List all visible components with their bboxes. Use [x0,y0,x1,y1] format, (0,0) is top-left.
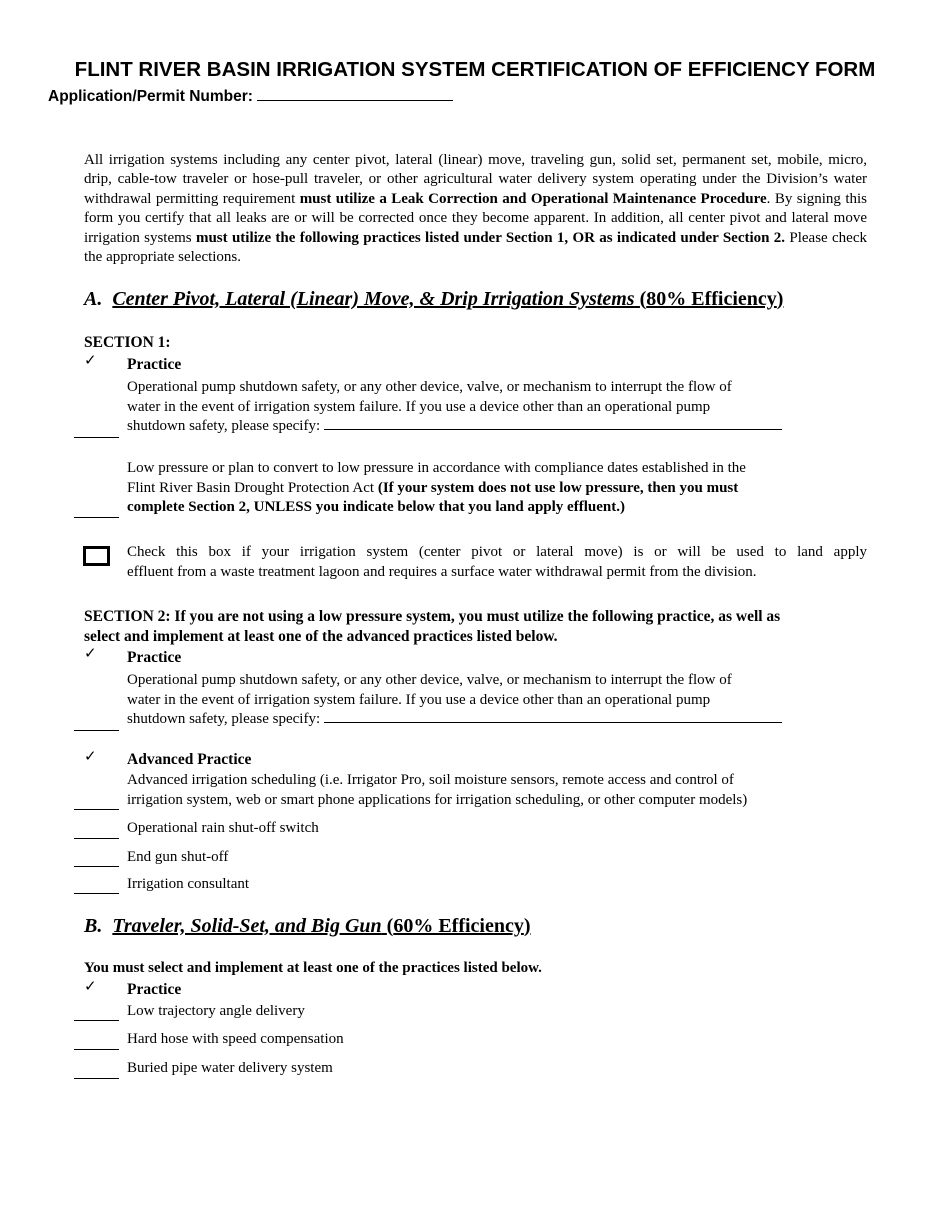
section-a-title: Center Pivot, Lateral (Linear) Move, & Drip Irrigation Systems [112,288,635,310]
advanced-item-scheduling: Advanced irrigation scheduling (i.e. Irrigator Pro, soil moisture sensors, remote access and control of irrigation system, web or smart phone applications for irrigation scheduling, or other computer models) [127,772,748,808]
form-title: FLINT RIVER BASIN IRRIGATION SYSTEM CERTIFICATION OF EFFICIENCY FORM [74,58,876,81]
advanced-item-scheduling-checkline[interactable] [74,809,119,810]
section-b-practice-label: Practice [127,981,182,998]
section-b-item-low-trajectory: Low trajectory angle delivery [127,1003,305,1019]
section-b-efficiency: 60% Efficiency [393,915,524,937]
check-mark-icon: ✓ [84,979,97,995]
advanced-item-consultant: Irrigation consultant [127,876,250,892]
section-1-item-1: Operational pump shutdown safety, or any other device, valve, or mechanism to interrupt the flow of water in the event of irrigation system failure. If you use a device other than an operational pump shutdown safety, please specify: [127,378,782,437]
permit-number-field [48,88,453,106]
check-mark-icon: ✓ [84,749,97,765]
section-b-instruction: You must select and implement at least one of the practices listed below. [84,960,542,976]
advanced-item-consultant-checkline[interactable] [74,893,119,894]
section-b-heading: B. Traveler, Solid-Set, and Big Gun (60% Efficiency) [84,915,531,937]
permit-number-label: Application/Permit Number: [48,88,253,105]
intro-bold-2: must utilize the following practices listed under Section 1, OR as indicated under Section 2. [195,229,786,246]
section-1-practice-label: Practice [127,356,182,373]
section-b-item-low-trajectory-checkline[interactable] [74,1020,119,1021]
permit-number-blank[interactable] [257,100,453,101]
advanced-item-rain-switch-checkline[interactable] [74,838,119,839]
section-2-heading: SECTION 2: If you are not using a low pressure system, you must utilize the following practice, as well as select and implement at least one of the advanced practices listed below. [84,608,781,645]
section-1-item-2: Low pressure or plan to convert to low pressure in accordance with compliance dates established in the Flint River Basin Drought Protection Act (If your system does not use low pressure, then you must complete Section 2, UNLESS you indicate below that you land apply effluent.) [127,460,746,516]
specify-device-blank-2[interactable] [324,722,782,723]
section-b-item-buried-pipe-checkline[interactable] [74,1078,119,1079]
advanced-practice-label: Advanced Practice [127,751,252,768]
section-2-item-1: Operational pump shutdown safety, or any other device, valve, or mechanism to interrupt the flow of water in the event of irrigation system failure. If you use a device other than an operational pump shutdown safety, please specify: [127,671,782,730]
section-2-item-1-checkline[interactable] [74,730,119,731]
advanced-item-rain-switch: Operational rain shut-off switch [127,820,319,836]
section-b-item-buried-pipe: Buried pipe water delivery system [127,1060,333,1076]
section-a-efficiency: 80% Efficiency [646,288,777,310]
section-b-item-hard-hose-checkline[interactable] [74,1049,119,1050]
advanced-item-end-gun-checkline[interactable] [74,866,119,867]
intro-text-3: Please check the appropriate selections. [84,229,867,266]
intro-text-2: . By signing this form you certify that all leaks are or will be corrected once they become apparent. In addition, all center pivot and lateral move irrigation systems [84,190,868,246]
specify-device-blank[interactable] [324,429,782,430]
section-b-title: Traveler, Solid-Set, and Big Gun [112,915,382,937]
section-a-heading: A. Center Pivot, Lateral (Linear) Move, & Drip Irrigation Systems (80% Efficiency) [84,288,784,310]
check-mark-icon: ✓ [84,646,97,662]
section-b-item-hard-hose: Hard hose with speed compensation [127,1031,344,1047]
section-1-item-2-checkline[interactable] [74,517,119,518]
intro-paragraph [84,151,867,267]
advanced-item-end-gun: End gun shut-off [127,849,229,865]
section-1-item-1-checkline[interactable] [74,437,119,438]
intro-text-1: All irrigation systems including any center pivot, lateral (linear) move, traveling gun, solid set, permanent set, mobile, micro, drip, cable-tow traveler or hose-pull traveler, or other agricultural water delivery system operating under the Division’s water withdrawal permitting requirement [84,152,867,207]
effluent-checkbox[interactable] [83,546,110,566]
effluent-checkbox-label: Check this box if your irrigation system (center pivot or lateral move) is or will be used to land apply effluent from a waste treatment lagoon and requires a surface water withdrawal permit from the division. [127,544,867,580]
section-b-letter: B. [84,915,103,937]
section-1-heading: SECTION 1: [84,334,171,351]
check-mark-icon: ✓ [84,353,97,369]
intro-bold-1: must utilize a Leak Correction and Operational Maintenance Procedure [299,190,767,207]
section-2-practice-label: Practice [127,649,182,666]
section-a-letter: A. [84,288,103,310]
